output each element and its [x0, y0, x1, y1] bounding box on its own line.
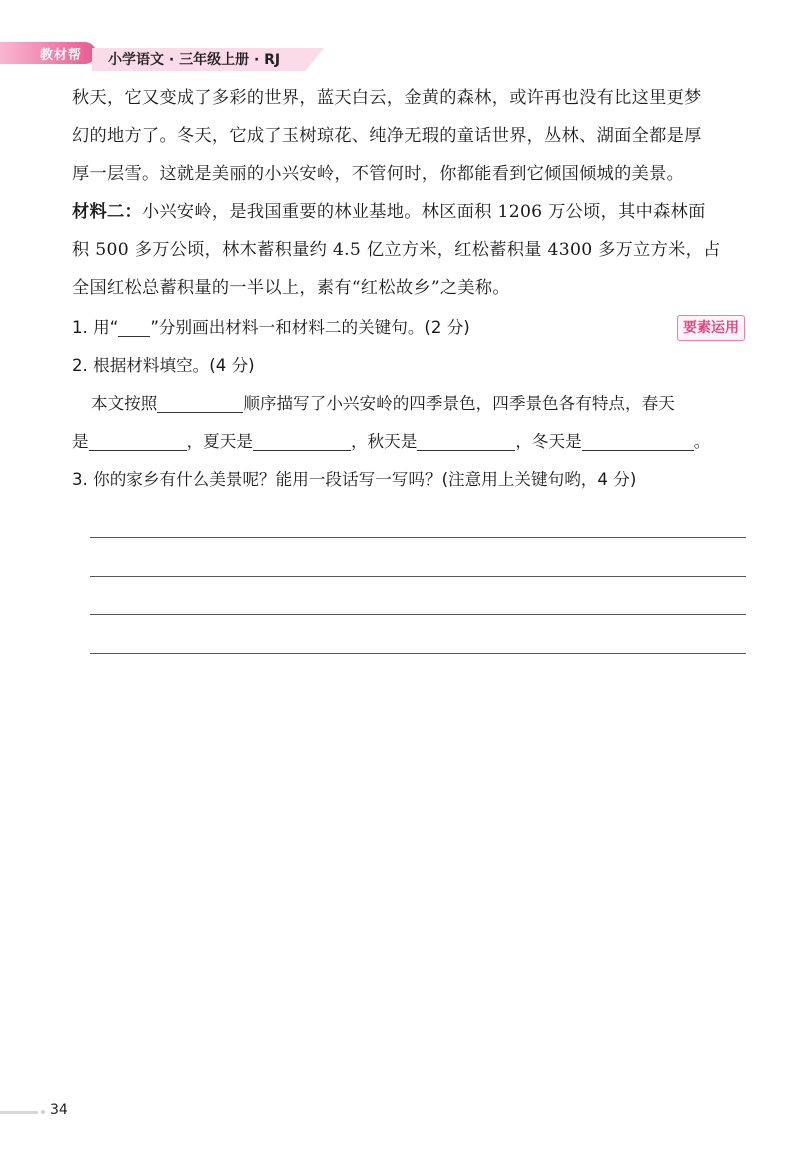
question-2-text-d: ，夏天是	[186, 432, 253, 451]
question-1-text-b: ”分别画出材料一和材料二的关键句。(2 分)	[150, 318, 470, 337]
answer-blank[interactable]	[89, 428, 187, 451]
answer-blank[interactable]	[157, 390, 243, 413]
answer-line[interactable]	[90, 537, 746, 538]
answer-line[interactable]	[90, 576, 746, 577]
page-number: 34	[50, 1102, 68, 1118]
page-header	[0, 44, 330, 71]
footer-dot	[41, 1110, 45, 1114]
question-3: 3. 你的家乡有什么美景呢？能用一段话写一写吗？(注意用上关键句哟，4 分)	[72, 470, 637, 489]
brand-badge-text: 教材帮	[40, 48, 83, 63]
question-2-text-a: 本文按照	[91, 394, 158, 413]
skill-tag: 要素运用	[677, 315, 745, 341]
footer-bar	[0, 1111, 38, 1114]
question-2-fill-line-1	[72, 385, 747, 423]
question-2-text-g: 。	[693, 432, 711, 451]
answer-line[interactable]	[90, 653, 746, 654]
question-1	[72, 309, 747, 347]
passage-line: 厚一层雪。这就是美丽的小兴安岭，不管何时，你都能看到它倾国倾城的美景。	[72, 164, 685, 184]
header-title: 小学语文 · 三年级上册 · RJ	[108, 52, 281, 68]
question-2-text-b: 顺序描写了小兴安岭的四季景色，四季景色各有特点，春天	[243, 394, 675, 413]
brand-badge	[0, 42, 96, 64]
answer-blank[interactable]	[417, 428, 515, 451]
material2-line: 全国红松总蓄积量的一半以上，素有“红松故乡”之美称。	[72, 278, 510, 298]
question-2-text-f: ，冬天是	[515, 432, 582, 451]
question-2-text-c: 是	[72, 432, 89, 451]
question-1-text-a: 1. 用“	[72, 318, 119, 337]
passage-line: 幻的地方了。冬天，它成了玉树琼花、纯净无瑕的童话世界，丛林、湖面全都是厚	[72, 126, 702, 146]
material2-text: 小兴安岭，是我国重要的林业基地。林区面积 1206 万公顷，其中森林面	[141, 202, 706, 222]
material2-line: 积 500 多万公顷，林木蓄积量约 4.5 亿立方米，红松蓄积量 4300 多万立方米，占	[72, 240, 721, 260]
passage-line: 秋天，它又变成了多彩的世界，蓝天白云，金黄的森林，或许再也没有比这里更梦	[72, 88, 702, 108]
answer-blank[interactable]	[582, 428, 694, 451]
question-1-underline-mark	[118, 314, 150, 337]
material2-line	[72, 193, 747, 231]
answer-blank[interactable]	[253, 428, 351, 451]
answer-line[interactable]	[90, 614, 746, 615]
answer-writing-area[interactable]	[90, 537, 746, 691]
question-2: 2. 根据材料填空。(4 分)	[72, 356, 255, 375]
question-2-fill-line-2	[72, 423, 747, 461]
question-2-text-e: ，秋天是	[350, 432, 418, 451]
page-content	[72, 79, 747, 499]
material2-label: 材料二：	[72, 202, 142, 222]
